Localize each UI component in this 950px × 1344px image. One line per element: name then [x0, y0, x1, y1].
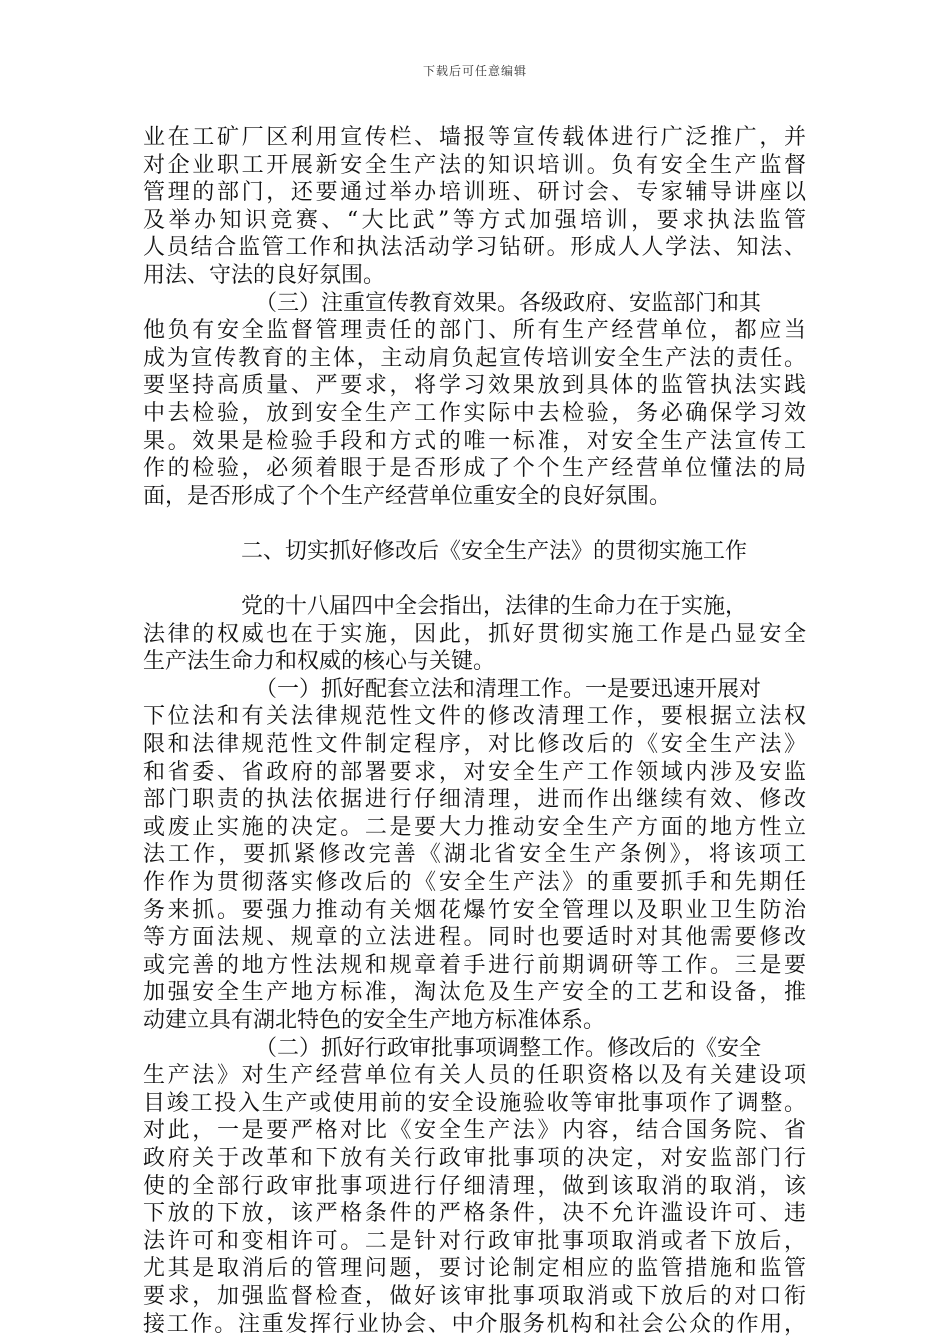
text-line: 政府关于改革和下放有关行政审批事项的决定，对安监部门行 [143, 1145, 806, 1171]
text-line: （一）抓好配套立法和清理工作。一是要迅速开展对 [255, 676, 762, 702]
text-line: 作的检验，必须着眼于是否形成了个个生产经营单位懂法的局 [143, 456, 806, 482]
text-line: 面，是否形成了个个生产经营单位重安全的良好氛围。 [143, 483, 672, 509]
paragraph-administrative-approval [143, 1035, 806, 1339]
text-line: （二）抓好行政审批事项调整工作。修改后的《安全 [255, 1035, 762, 1061]
text-line: 人员结合监管工作和执法活动学习钻研。形成人人学法、知法、 [143, 235, 806, 261]
text-line: 生产法》对生产经营单位有关人员的任职资格以及有关建设项 [143, 1063, 806, 1089]
text-line: 作作为贯彻落实修改后的《安全生产法》的重要抓手和先期任 [143, 870, 806, 896]
paragraph-promotion [143, 124, 806, 290]
text-line: 党的十八届四中全会指出，法律的生命力在于实施， [241, 594, 748, 620]
text-line: 使的全部行政审批事项进行仔细清理，做到该取消的取消，该 [143, 1173, 806, 1199]
text-line: 接工作。注重发挥行业协会、中介服务机构和社会公众的作用， [143, 1311, 806, 1337]
text-line: 对此，一是要严格对比《安全生产法》内容，结合国务院、省 [143, 1118, 806, 1144]
text-line: 果。效果是检验手段和方式的唯一标准，对安全生产法宣传工 [143, 428, 806, 454]
paragraph-legislation [143, 676, 806, 1035]
text-line: 动建立具有湖北特色的安全生产地方标准体系。 [143, 1008, 606, 1033]
spacer [143, 510, 806, 538]
text-line: 他负有安全监督管理责任的部门、所有生产经营单位，都应当 [143, 318, 806, 344]
text-line: 下位法和有关法律规范性文件的修改清理工作，要根据立法权 [143, 704, 806, 730]
text-line: 或完善的地方性法规和规章着手进行前期调研等工作。三是要 [143, 952, 806, 978]
document-body [143, 124, 806, 1338]
text-line: 法工作，要抓紧修改完善《湖北省安全生产条例》，将该项工 [143, 842, 806, 868]
text-line: 部门职责的执法依据进行仔细清理，进而作出继续有效、修改 [143, 787, 806, 813]
text-line: 下放的下放，该严格条件的严格条件，决不允许滥设许可、违 [143, 1201, 806, 1227]
page-header-note: 下载后可任意编辑 [422, 64, 527, 78]
text-line: 生产法生命力和权威的核心与关键。 [143, 649, 496, 675]
text-line: 及举办知识竞赛、“大比武”等方式加强培训，要求执法监管 [143, 207, 806, 233]
text-line: 中去检验，放到安全生产工作实际中去检验，务必确保学习效 [143, 400, 806, 426]
text-line: 法许可和变相许可。二是针对行政审批事项取消或者下放后， [143, 1228, 806, 1254]
text-line: 或废止实施的决定。二是要大力推动安全生产方面的地方性立 [143, 814, 806, 840]
text-line: 限和法律规范性文件制定程序，对比修改后的《安全生产法》 [143, 732, 806, 758]
text-line: 管理的部门，还要通过举办培训班、研讨会、专家辅导讲座以 [143, 180, 806, 206]
text-line: 对企业职工开展新安全生产法的知识培训。负有安全生产监督 [143, 152, 806, 178]
text-line: 成为宣传教育的主体，主动肩负起宣传培训安全生产法的责任。 [143, 345, 806, 371]
text-line: 务来抓。要强力推动有关烟花爆竹安全管理以及职业卫生防治 [143, 897, 806, 923]
text-line: （三）注重宣传教育效果。各级政府、安监部门和其 [255, 290, 762, 316]
text-line: 目竣工投入生产或使用前的安全设施验收等审批事项作了调整。 [143, 1090, 806, 1116]
spacer [143, 566, 806, 594]
text-line: 业在工矿厂区利用宣传栏、墙报等宣传载体进行广泛推广，并 [143, 125, 806, 150]
paragraph-education-effect [143, 290, 806, 511]
text-line: 和省委、省政府的部署要求，对安全生产工作领域内涉及安监 [143, 759, 806, 785]
text-line: 尤其是取消后的管理问题，要讨论制定相应的监管措施和监管 [143, 1256, 806, 1282]
text-line: 等方面法规、规章的立法进程。同时也要适时对其他需要修改 [143, 925, 806, 951]
text-line: 用法、守法的良好氛围。 [143, 262, 386, 288]
text-line: 加强安全生产地方标准，淘汰危及生产安全的工艺和设备，推 [143, 980, 806, 1006]
text-line: 要坚持高质量、严要求，将学习效果放到具体的监管执法实践 [143, 373, 806, 399]
paragraph-implementation-intro [143, 593, 806, 676]
section-heading: 二、切实抓好修改后《安全生产法》的贯彻实施工作 [241, 538, 748, 564]
text-line: 要求，加强监督检查，做好该审批事项取消或下放后的对口衔 [143, 1283, 806, 1309]
text-line: 法律的权威也在于实施，因此，抓好贯彻实施工作是凸显安全 [143, 621, 806, 647]
